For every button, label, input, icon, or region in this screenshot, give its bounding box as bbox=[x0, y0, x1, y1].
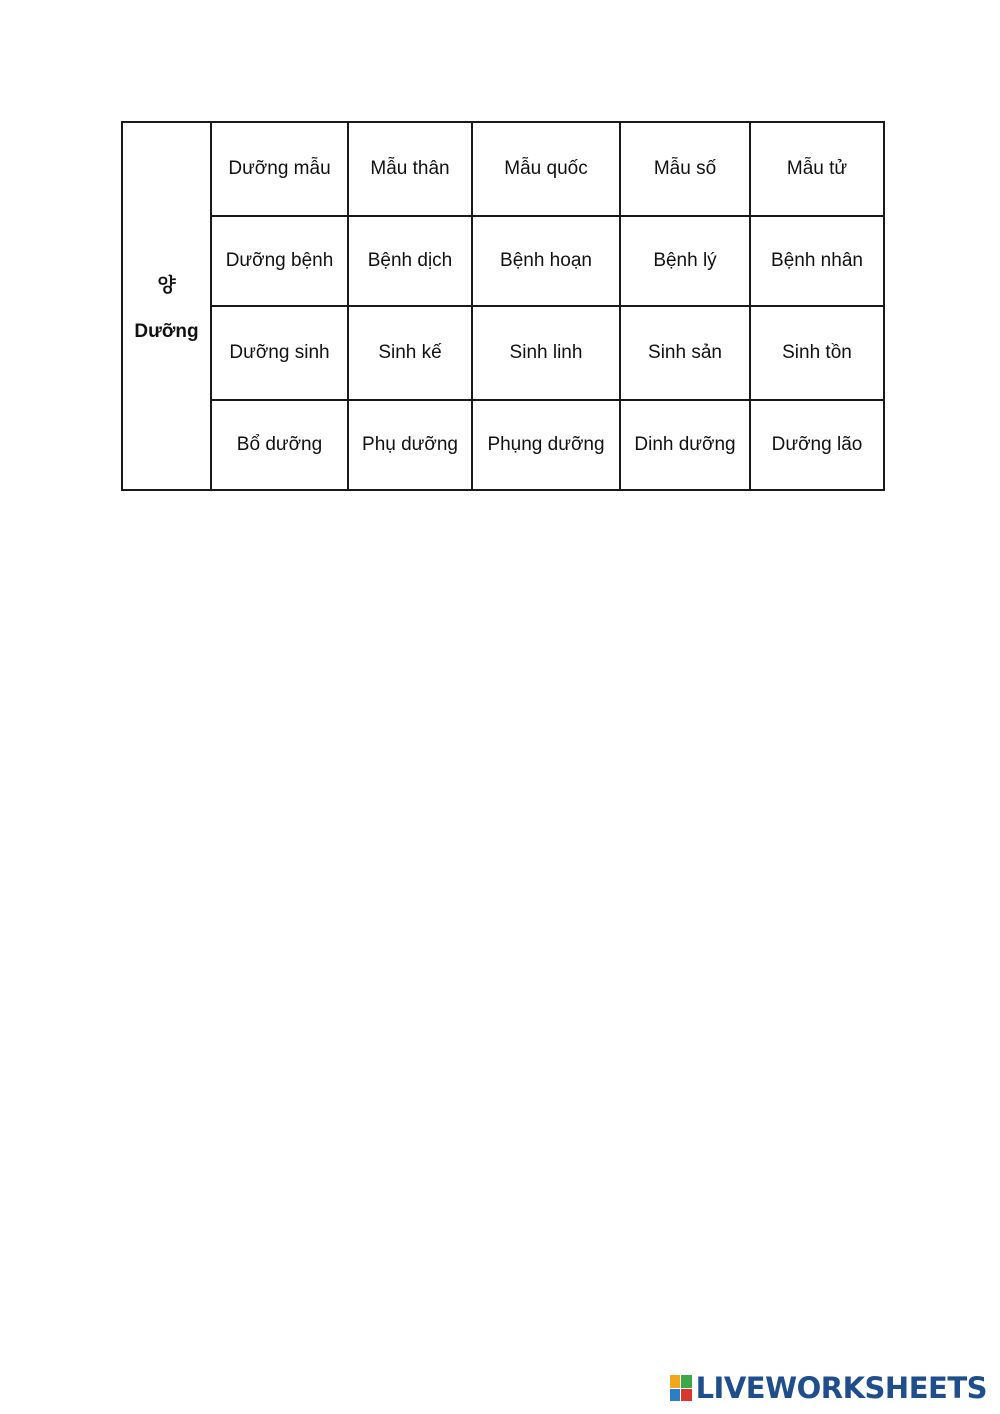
table-cell: Mẫu quốc bbox=[472, 122, 620, 216]
table-cell: Bổ dưỡng bbox=[211, 400, 348, 490]
table-cell: Phụ dưỡng bbox=[348, 400, 472, 490]
table-cell: Dưỡng bệnh bbox=[211, 216, 348, 306]
table-cell: Sinh linh bbox=[472, 306, 620, 400]
table-cell: Sinh kế bbox=[348, 306, 472, 400]
table-cell: Bệnh hoạn bbox=[472, 216, 620, 306]
table-cell: Mẫu số bbox=[620, 122, 750, 216]
table-row bbox=[122, 306, 884, 400]
header-korean-char: 양 bbox=[157, 273, 176, 296]
header-cell bbox=[122, 122, 211, 490]
table-cell: Mẫu tử bbox=[750, 122, 884, 216]
table-cell: Sinh sản bbox=[620, 306, 750, 400]
table-cell: Dinh dưỡng bbox=[620, 400, 750, 490]
table-row bbox=[122, 122, 884, 216]
table-cell: Dưỡng mẫu bbox=[211, 122, 348, 216]
vocabulary-table bbox=[121, 121, 885, 491]
liveworksheets-logo[interactable] bbox=[670, 1371, 987, 1405]
table-cell: Mẫu thân bbox=[348, 122, 472, 216]
table-cell: Bệnh nhân bbox=[750, 216, 884, 306]
table-cell: Bệnh dịch bbox=[348, 216, 472, 306]
table-cell: Sinh tồn bbox=[750, 306, 884, 400]
logo-text: LIVEWORKSHEETS bbox=[695, 1371, 987, 1405]
table-cell: Dưỡng sinh bbox=[211, 306, 348, 400]
table-row bbox=[122, 400, 884, 490]
table-cell: Bệnh lý bbox=[620, 216, 750, 306]
header-word: Dưỡng bbox=[134, 320, 199, 342]
table-cell: Dưỡng lão bbox=[750, 400, 884, 490]
table-cell: Phụng dưỡng bbox=[472, 400, 620, 490]
liveworksheets-logo-icon bbox=[670, 1375, 692, 1401]
table-row bbox=[122, 216, 884, 306]
